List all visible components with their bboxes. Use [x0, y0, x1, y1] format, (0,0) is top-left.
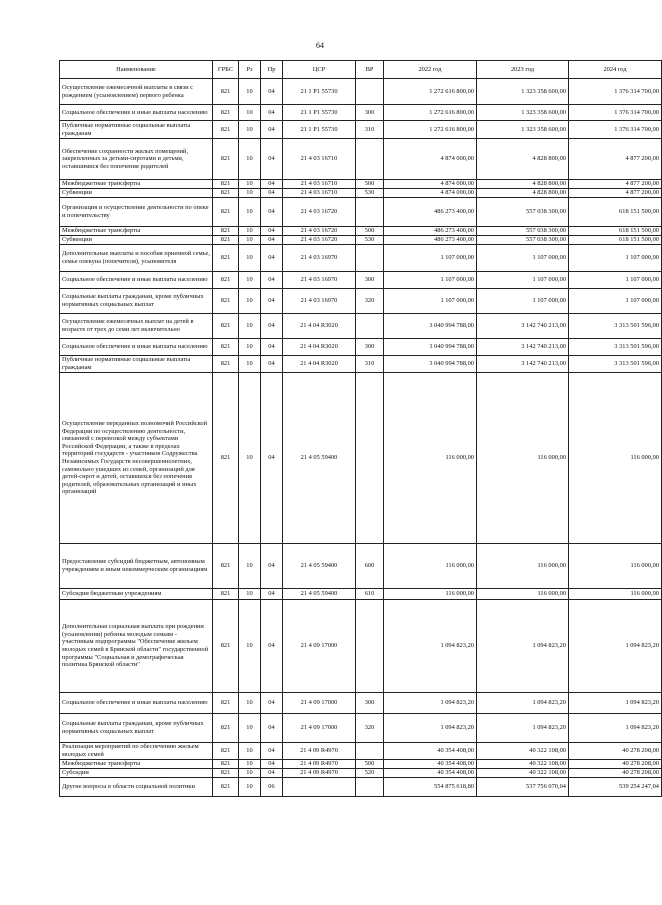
cell-rz: 10 — [239, 245, 261, 272]
cell-rz: 10 — [239, 227, 261, 236]
cell-2023: 4 828 800,00 — [477, 180, 569, 189]
cell-rz: 10 — [239, 289, 261, 314]
cell-vr: 320 — [356, 714, 384, 743]
cell-name: Осуществление ежемесячной выплаты в связи с рождением (усыновлением) первого ребенка — [60, 79, 213, 105]
cell-2024: 40 278 208,00 — [569, 743, 662, 760]
cell-name: Социальное обеспечение и иные выплаты населению — [60, 693, 213, 714]
cell-grbs: 821 — [213, 236, 239, 245]
cell-rz: 10 — [239, 180, 261, 189]
cell-2022: 4 874 000,00 — [384, 189, 477, 198]
table-row — [60, 121, 662, 139]
cell-rz: 10 — [239, 373, 261, 544]
cell-2023: 1 107 000,00 — [477, 289, 569, 314]
cell-csr: 21 4 03 16710 — [283, 139, 356, 180]
cell-vr: 300 — [356, 105, 384, 121]
cell-pr: 04 — [261, 314, 283, 339]
cell-2022: 1 272 616 800,00 — [384, 79, 477, 105]
cell-pr: 04 — [261, 544, 283, 589]
cell-vr: 530 — [356, 236, 384, 245]
table-row — [60, 289, 662, 314]
cell-pr: 04 — [261, 245, 283, 272]
table-row — [60, 272, 662, 289]
cell-2022: 4 874 000,00 — [384, 180, 477, 189]
cell-name: Межбюджетные трансферты — [60, 760, 213, 769]
cell-vr: 310 — [356, 121, 384, 139]
cell-2023: 3 142 740 213,00 — [477, 356, 569, 373]
cell-2024: 4 877 200,00 — [569, 180, 662, 189]
cell-2024: 1 376 314 700,00 — [569, 121, 662, 139]
cell-grbs: 821 — [213, 589, 239, 600]
cell-2022: 40 354 408,00 — [384, 743, 477, 760]
cell-2022: 3 040 994 788,00 — [384, 356, 477, 373]
table-row — [60, 314, 662, 339]
table-row — [60, 714, 662, 743]
table-row — [60, 693, 662, 714]
header-pr: Пр — [261, 61, 283, 79]
cell-2023: 1 107 000,00 — [477, 245, 569, 272]
cell-vr: 600 — [356, 544, 384, 589]
cell-2024: 1 107 000,00 — [569, 245, 662, 272]
table-row — [60, 356, 662, 373]
cell-name: Социальные выплаты гражданам, кроме публичных нормативных социальных выплат — [60, 714, 213, 743]
cell-vr: 320 — [356, 289, 384, 314]
cell-csr: 21 4 05 59400 — [283, 373, 356, 544]
cell-name: Реализация мероприятий по обеспечению жильем молодых семей — [60, 743, 213, 760]
cell-grbs: 821 — [213, 356, 239, 373]
cell-2022: 40 354 408,00 — [384, 769, 477, 778]
cell-2024: 116 000,00 — [569, 544, 662, 589]
cell-pr: 04 — [261, 79, 283, 105]
cell-name: Субвенции — [60, 189, 213, 198]
cell-2022: 554 875 618,80 — [384, 778, 477, 797]
cell-pr: 04 — [261, 714, 283, 743]
cell-vr: 310 — [356, 356, 384, 373]
cell-csr: 21 4 05 59400 — [283, 589, 356, 600]
header-2022: 2022 год — [384, 61, 477, 79]
cell-csr: 21 4 03 16710 — [283, 189, 356, 198]
cell-name: Дополнительная социальная выплата при рождении (усыновлении) ребенка молодым семьям - участникам подпрограммы "Обеспечение жильем молодых семей в Брянской области" государственной программы "Социальная и демографическая политика Брянской области" — [60, 600, 213, 693]
cell-2023: 1 323 358 600,00 — [477, 105, 569, 121]
cell-2023: 40 322 108,00 — [477, 760, 569, 769]
cell-grbs: 821 — [213, 743, 239, 760]
cell-name: Публичные нормативные социальные выплаты гражданам — [60, 356, 213, 373]
cell-csr: 21 4 04 R3020 — [283, 339, 356, 356]
cell-name: Другие вопросы в области социальной политики — [60, 778, 213, 797]
table-row — [60, 769, 662, 778]
cell-vr — [356, 373, 384, 544]
cell-2022: 3 040 994 788,00 — [384, 314, 477, 339]
cell-grbs: 821 — [213, 769, 239, 778]
cell-2024: 1 094 823,20 — [569, 600, 662, 693]
cell-csr: 21 4 03 16720 — [283, 198, 356, 227]
cell-2022: 116 000,00 — [384, 589, 477, 600]
cell-2022: 1 272 616 800,00 — [384, 121, 477, 139]
cell-2024: 116 000,00 — [569, 589, 662, 600]
header-rz: Рз — [239, 61, 261, 79]
cell-grbs: 821 — [213, 189, 239, 198]
header-csr: ЦСР — [283, 61, 356, 79]
cell-rz: 10 — [239, 236, 261, 245]
cell-grbs: 821 — [213, 227, 239, 236]
cell-csr: 21 4 03 16720 — [283, 236, 356, 245]
table-row — [60, 600, 662, 693]
cell-rz: 10 — [239, 189, 261, 198]
cell-csr — [283, 778, 356, 797]
cell-grbs: 821 — [213, 693, 239, 714]
cell-2023: 40 322 108,00 — [477, 743, 569, 760]
cell-rz: 10 — [239, 139, 261, 180]
cell-grbs: 821 — [213, 760, 239, 769]
cell-grbs: 821 — [213, 105, 239, 121]
cell-csr: 21 4 09 R4970 — [283, 743, 356, 760]
cell-vr — [356, 79, 384, 105]
cell-grbs: 821 — [213, 198, 239, 227]
cell-rz: 10 — [239, 769, 261, 778]
cell-vr: 520 — [356, 769, 384, 778]
cell-pr: 04 — [261, 743, 283, 760]
cell-2023: 116 000,00 — [477, 544, 569, 589]
cell-csr: 21 4 09 R4970 — [283, 769, 356, 778]
cell-pr: 04 — [261, 769, 283, 778]
cell-rz: 10 — [239, 356, 261, 373]
cell-pr: 04 — [261, 339, 283, 356]
cell-2022: 1 094 823,20 — [384, 600, 477, 693]
cell-pr: 04 — [261, 105, 283, 121]
cell-2022: 116 000,00 — [384, 544, 477, 589]
cell-pr: 04 — [261, 356, 283, 373]
cell-name: Социальные выплаты гражданам, кроме публичных нормативных социальных выплат — [60, 289, 213, 314]
cell-pr: 06 — [261, 778, 283, 797]
cell-2023: 4 828 800,00 — [477, 189, 569, 198]
cell-2024: 3 313 501 596,00 — [569, 339, 662, 356]
cell-csr: 21 4 04 R3020 — [283, 356, 356, 373]
cell-rz: 10 — [239, 339, 261, 356]
cell-rz: 10 — [239, 121, 261, 139]
cell-2024: 1 107 000,00 — [569, 272, 662, 289]
table-row — [60, 227, 662, 236]
cell-grbs: 821 — [213, 139, 239, 180]
cell-grbs: 821 — [213, 314, 239, 339]
cell-2024: 1 107 000,00 — [569, 289, 662, 314]
cell-csr: 21 4 09 R4970 — [283, 760, 356, 769]
cell-name: Социальное обеспечение и иные выплаты населению — [60, 105, 213, 121]
cell-grbs: 821 — [213, 778, 239, 797]
cell-2022: 1 272 616 800,00 — [384, 105, 477, 121]
cell-2023: 1 094 823,20 — [477, 600, 569, 693]
cell-csr: 21 4 09 17000 — [283, 693, 356, 714]
header-2024: 2024 год — [569, 61, 662, 79]
table-header-row — [60, 61, 662, 79]
cell-2022: 3 040 994 788,00 — [384, 339, 477, 356]
table-row — [60, 189, 662, 198]
cell-grbs: 821 — [213, 272, 239, 289]
table-row — [60, 760, 662, 769]
cell-2023: 3 142 740 213,00 — [477, 339, 569, 356]
cell-2023: 116 000,00 — [477, 373, 569, 544]
cell-rz: 10 — [239, 105, 261, 121]
cell-vr: 300 — [356, 693, 384, 714]
cell-2024: 618 151 500,00 — [569, 227, 662, 236]
cell-2024: 4 877 200,00 — [569, 139, 662, 180]
budget-table — [59, 60, 662, 797]
cell-rz: 10 — [239, 589, 261, 600]
cell-grbs: 821 — [213, 714, 239, 743]
cell-2023: 1 094 823,20 — [477, 693, 569, 714]
cell-2023: 1 094 823,20 — [477, 714, 569, 743]
cell-2024: 618 151 500,00 — [569, 198, 662, 227]
cell-vr — [356, 778, 384, 797]
cell-rz: 10 — [239, 272, 261, 289]
cell-2022: 1 094 823,20 — [384, 693, 477, 714]
cell-2023: 1 323 358 600,00 — [477, 121, 569, 139]
cell-pr: 04 — [261, 373, 283, 544]
table-row — [60, 198, 662, 227]
cell-2023: 557 038 300,00 — [477, 236, 569, 245]
cell-2023: 1 323 358 600,00 — [477, 79, 569, 105]
cell-2024: 618 151 500,00 — [569, 236, 662, 245]
cell-2022: 1 107 000,00 — [384, 245, 477, 272]
cell-vr: 500 — [356, 760, 384, 769]
header-vr: ВР — [356, 61, 384, 79]
cell-pr: 04 — [261, 121, 283, 139]
header-name: Наименование — [60, 61, 213, 79]
cell-pr: 04 — [261, 600, 283, 693]
cell-2023: 3 142 740 213,00 — [477, 314, 569, 339]
cell-2023: 1 107 000,00 — [477, 272, 569, 289]
cell-rz: 10 — [239, 760, 261, 769]
cell-csr: 21 1 P1 55730 — [283, 105, 356, 121]
cell-pr: 04 — [261, 693, 283, 714]
cell-csr: 21 4 03 16970 — [283, 272, 356, 289]
cell-grbs: 821 — [213, 289, 239, 314]
cell-rz: 10 — [239, 198, 261, 227]
cell-rz: 10 — [239, 314, 261, 339]
cell-2023: 40 322 108,00 — [477, 769, 569, 778]
cell-name: Осуществление ежемесячных выплат на детей в возрасте от трех до семи лет включительно — [60, 314, 213, 339]
cell-name: Межбюджетные трансферты — [60, 180, 213, 189]
cell-vr: 300 — [356, 272, 384, 289]
cell-2023: 4 828 800,00 — [477, 139, 569, 180]
cell-pr: 04 — [261, 139, 283, 180]
cell-grbs: 821 — [213, 245, 239, 272]
cell-2024: 1 094 823,20 — [569, 693, 662, 714]
table-row — [60, 79, 662, 105]
cell-2022: 1 107 000,00 — [384, 272, 477, 289]
cell-csr: 21 4 03 16970 — [283, 245, 356, 272]
cell-vr: 300 — [356, 339, 384, 356]
cell-pr: 04 — [261, 760, 283, 769]
cell-2023: 557 038 300,00 — [477, 227, 569, 236]
cell-rz: 10 — [239, 693, 261, 714]
table-row — [60, 236, 662, 245]
cell-vr — [356, 198, 384, 227]
cell-pr: 04 — [261, 289, 283, 314]
cell-csr: 21 4 03 16710 — [283, 180, 356, 189]
cell-name: Межбюджетные трансферты — [60, 227, 213, 236]
cell-2023: 557 038 300,00 — [477, 198, 569, 227]
cell-pr: 04 — [261, 589, 283, 600]
cell-name: Организация и осуществление деятельности по опеке и попечительству — [60, 198, 213, 227]
cell-2024: 3 313 501 596,00 — [569, 356, 662, 373]
cell-vr — [356, 314, 384, 339]
cell-grbs: 821 — [213, 79, 239, 105]
cell-vr: 500 — [356, 227, 384, 236]
table-row — [60, 339, 662, 356]
cell-2022: 486 273 400,00 — [384, 236, 477, 245]
cell-name: Субсидии бюджетным учреждениям — [60, 589, 213, 600]
cell-name: Социальное обеспечение и иные выплаты населению — [60, 272, 213, 289]
cell-2024: 539 254 247,04 — [569, 778, 662, 797]
table-body — [60, 79, 662, 797]
cell-2022: 116 000,00 — [384, 373, 477, 544]
cell-name: Дополнительные выплаты и пособия приемной семье, семье опекуна (попечителя), усыновителя — [60, 245, 213, 272]
cell-csr: 21 4 09 17000 — [283, 714, 356, 743]
cell-name: Субсидии — [60, 769, 213, 778]
cell-csr: 21 1 P1 55730 — [283, 121, 356, 139]
table-row — [60, 105, 662, 121]
cell-2022: 1 094 823,20 — [384, 714, 477, 743]
cell-2022: 4 874 000,00 — [384, 139, 477, 180]
cell-pr: 04 — [261, 272, 283, 289]
cell-2024: 40 278 208,00 — [569, 769, 662, 778]
cell-pr: 04 — [261, 227, 283, 236]
cell-vr — [356, 245, 384, 272]
cell-vr: 530 — [356, 189, 384, 198]
header-grbs: ГРБС — [213, 61, 239, 79]
cell-grbs: 821 — [213, 121, 239, 139]
cell-csr: 21 4 03 16720 — [283, 227, 356, 236]
cell-pr: 04 — [261, 198, 283, 227]
cell-2022: 486 273 400,00 — [384, 227, 477, 236]
cell-vr — [356, 139, 384, 180]
cell-rz: 10 — [239, 600, 261, 693]
cell-grbs: 821 — [213, 339, 239, 356]
cell-grbs: 821 — [213, 180, 239, 189]
cell-rz: 10 — [239, 743, 261, 760]
header-2023: 2023 год — [477, 61, 569, 79]
cell-2024: 1 376 314 700,00 — [569, 79, 662, 105]
table-row — [60, 245, 662, 272]
cell-pr: 04 — [261, 189, 283, 198]
cell-csr: 21 4 09 17000 — [283, 600, 356, 693]
cell-2024: 116 000,00 — [569, 373, 662, 544]
cell-2022: 40 354 408,00 — [384, 760, 477, 769]
cell-2024: 1 094 823,20 — [569, 714, 662, 743]
cell-vr — [356, 600, 384, 693]
table-row — [60, 778, 662, 797]
cell-rz: 10 — [239, 544, 261, 589]
cell-2023: 537 756 070,04 — [477, 778, 569, 797]
cell-name: Предоставление субсидий бюджетным, автономным учреждениям и иным некоммерческим организациям — [60, 544, 213, 589]
table-row — [60, 180, 662, 189]
cell-rz: 10 — [239, 79, 261, 105]
cell-2022: 486 273 400,00 — [384, 198, 477, 227]
cell-rz: 10 — [239, 778, 261, 797]
table-row — [60, 373, 662, 544]
table-row — [60, 544, 662, 589]
cell-name: Публичные нормативные социальные выплаты гражданам — [60, 121, 213, 139]
cell-2024: 1 376 314 700,00 — [569, 105, 662, 121]
cell-csr: 21 4 04 R3020 — [283, 314, 356, 339]
cell-csr: 21 4 05 59400 — [283, 544, 356, 589]
table-row — [60, 589, 662, 600]
cell-2024: 4 877 200,00 — [569, 189, 662, 198]
table-row — [60, 743, 662, 760]
cell-2023: 116 000,00 — [477, 589, 569, 600]
cell-name: Осуществление переданных полномочий Российской Федерации по осуществлению деятельности, связанной с перевозкой между субъектами Российской Федерации, а также в пределах территорий государств - участников Содружества Независимых Государств несовершеннолетних, самовольно ушедших из семей, организаций для детей-сирот и детей, оставшихся без попечения родителей, образовательных организаций и иных организаций — [60, 373, 213, 544]
cell-rz: 10 — [239, 714, 261, 743]
page-number: 64 — [316, 41, 324, 50]
cell-pr: 04 — [261, 236, 283, 245]
cell-vr: 610 — [356, 589, 384, 600]
cell-vr: 500 — [356, 180, 384, 189]
cell-grbs: 821 — [213, 373, 239, 544]
table-row — [60, 139, 662, 180]
cell-name: Обеспечение сохранности жилых помещений, закрепленных за детьми-сиротами и детьми, оставшимися без попечения родителей — [60, 139, 213, 180]
cell-pr: 04 — [261, 180, 283, 189]
cell-vr — [356, 743, 384, 760]
cell-name: Субвенции — [60, 236, 213, 245]
cell-csr: 21 4 03 16970 — [283, 289, 356, 314]
cell-2024: 40 278 208,00 — [569, 760, 662, 769]
cell-2022: 1 107 000,00 — [384, 289, 477, 314]
cell-grbs: 821 — [213, 544, 239, 589]
cell-name: Социальное обеспечение и иные выплаты населению — [60, 339, 213, 356]
cell-grbs: 821 — [213, 600, 239, 693]
cell-csr: 21 1 P1 55730 — [283, 79, 356, 105]
cell-2024: 3 313 501 596,00 — [569, 314, 662, 339]
